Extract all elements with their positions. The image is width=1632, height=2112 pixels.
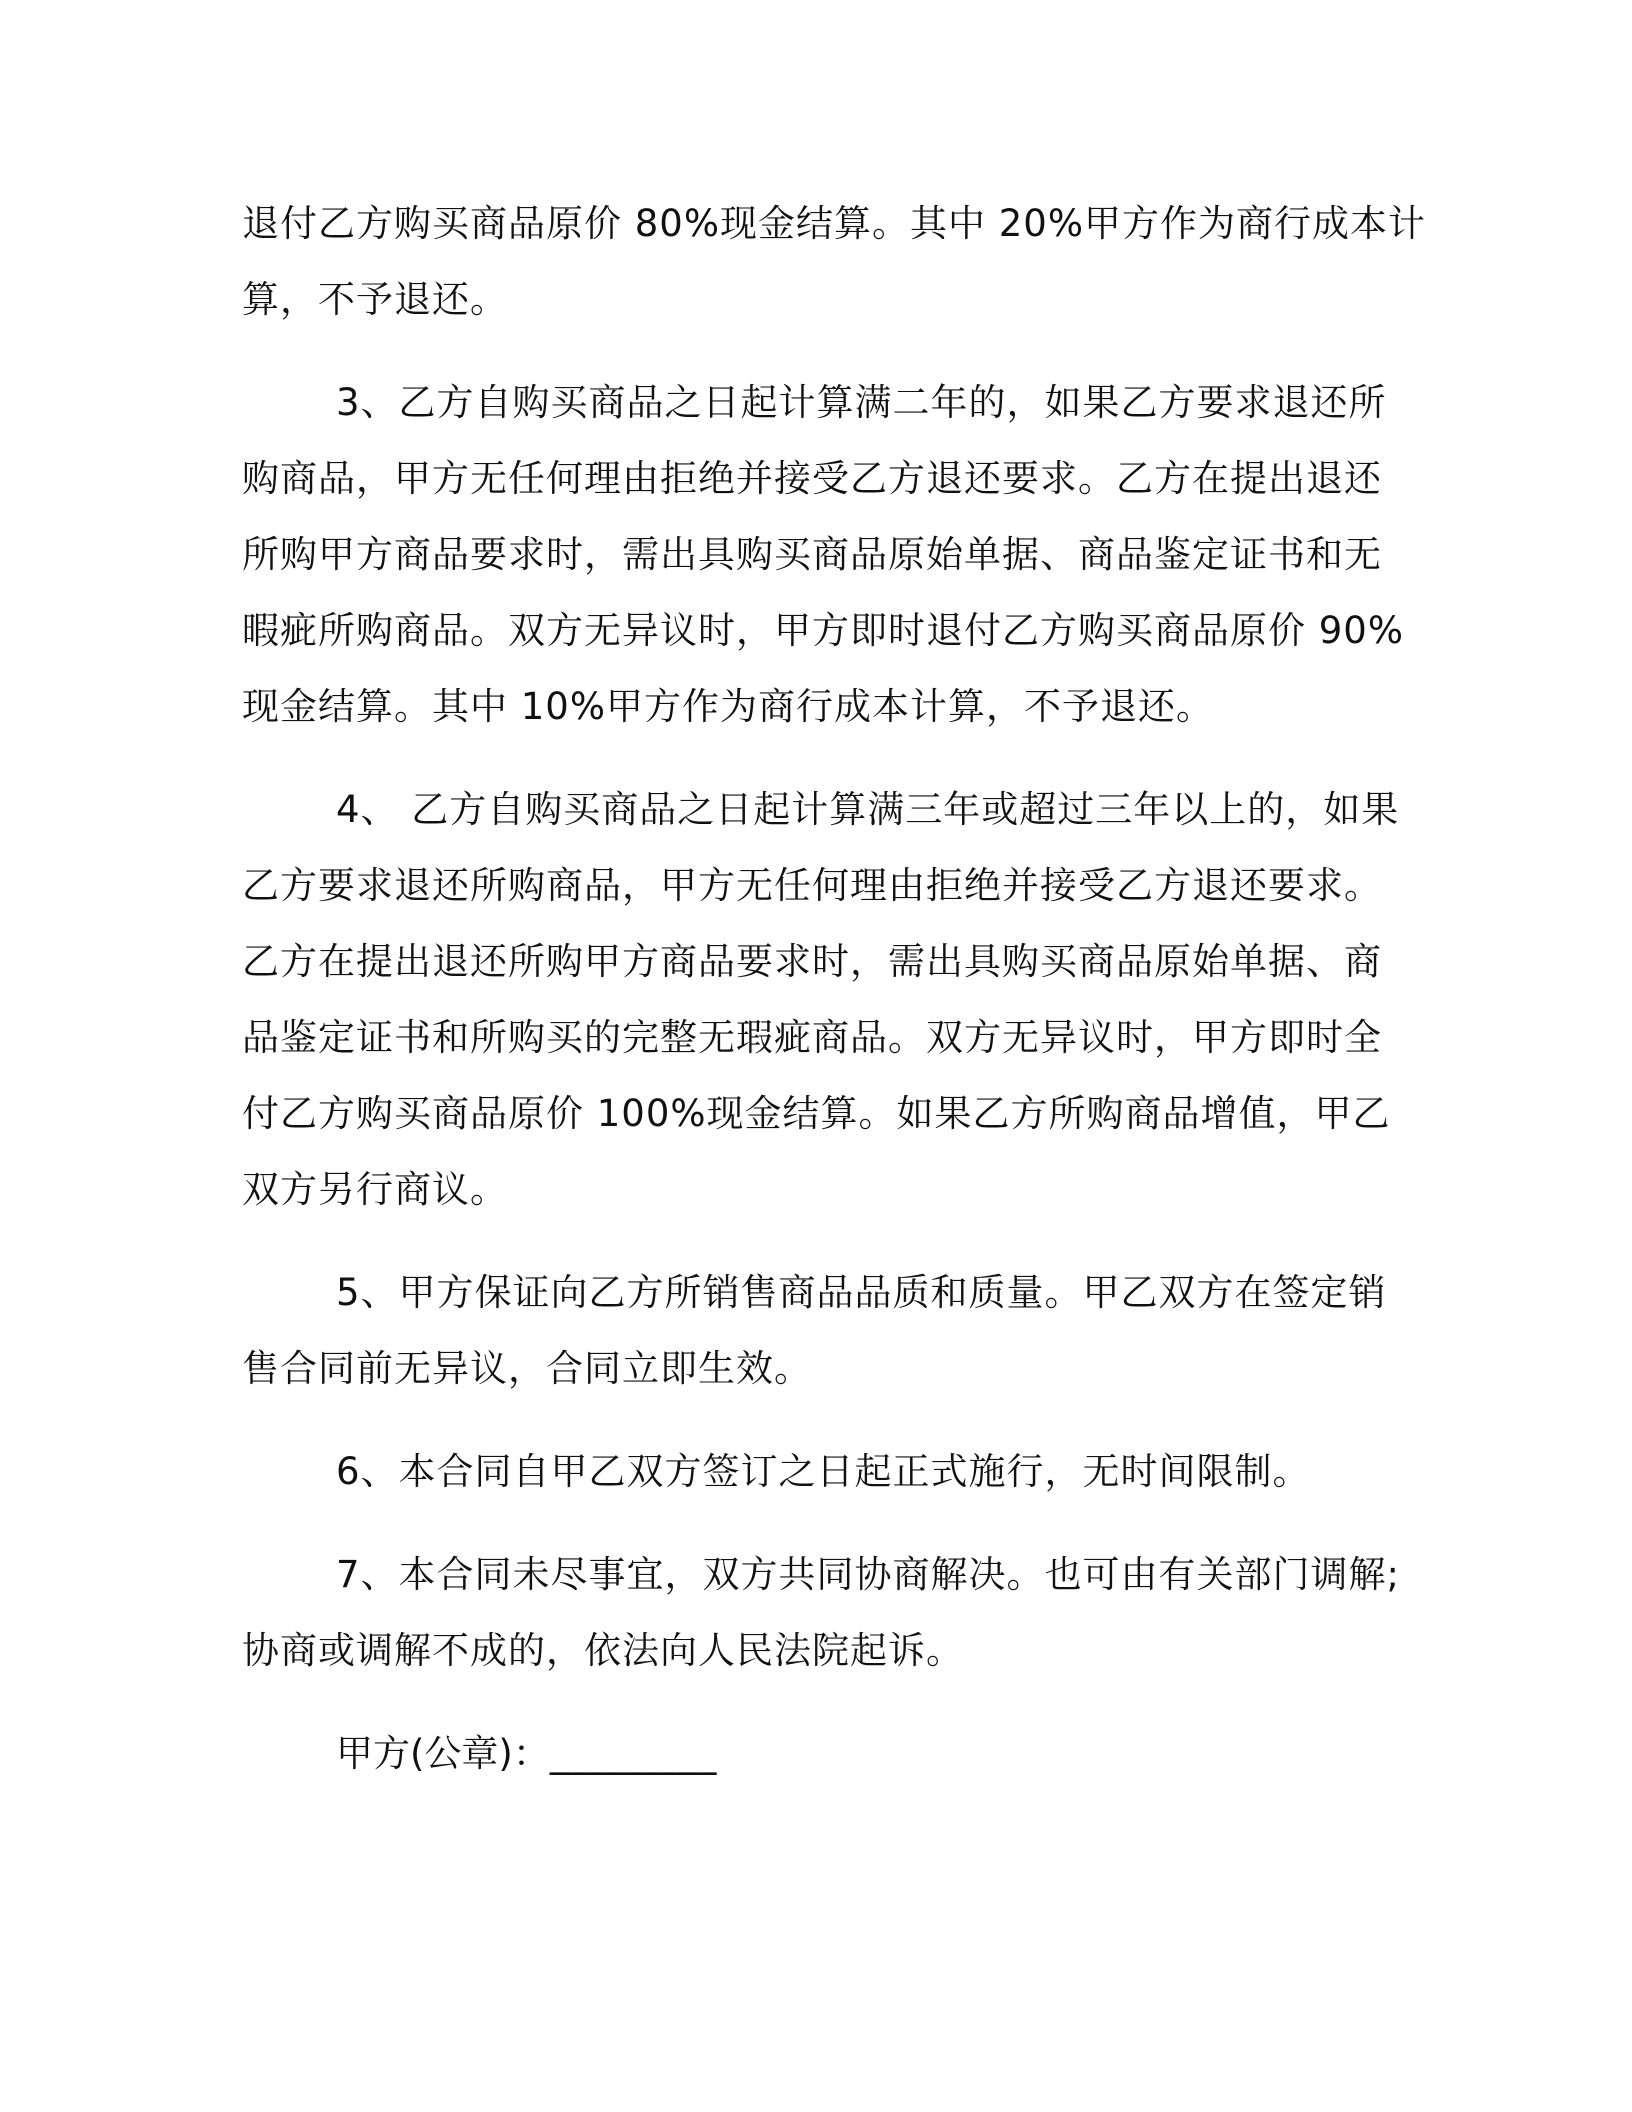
text-line: 协商或调解不成的，依法向人民法院起诉。 bbox=[242, 1629, 964, 1672]
text-line: 7、本合同未尽事宜，双方共同协商解决。也可由有关部门调解; bbox=[336, 1553, 1401, 1596]
text-line: 6、本合同自甲乙双方签订之日起正式施行，无时间限制。 bbox=[336, 1450, 1311, 1493]
text-line: 退付乙方购买商品原价 80%现金结算。其中 20%甲方作为商行成本计 bbox=[242, 202, 1426, 245]
text-line: 所购甲方商品要求时，需出具购买商品原始单据、商品鉴定证书和无 bbox=[242, 533, 1382, 576]
text-line: 付乙方购买商品原价 100%现金结算。如果乙方所购商品增值，甲乙 bbox=[242, 1092, 1391, 1135]
text-line: 乙方要求退还所购商品，甲方无任何理由拒绝并接受乙方退还要求。 bbox=[242, 864, 1382, 907]
paragraph-gap bbox=[242, 1689, 1392, 1716]
paragraph-2-continued bbox=[242, 186, 1426, 338]
paragraph-4 bbox=[242, 772, 1400, 1228]
paragraph-gap bbox=[242, 338, 1392, 365]
text-line: 双方另行商议。 bbox=[242, 1168, 508, 1211]
text-line: 4、 乙方自购买商品之日起计算满三年或超过三年以上的，如果 bbox=[336, 788, 1400, 831]
signature-label: 甲方(公章)： bbox=[336, 1732, 550, 1775]
text-line: 品鉴定证书和所购买的完整无瑕疵商品。双方无异议时，甲方即时全 bbox=[242, 1016, 1382, 1059]
document-page bbox=[242, 186, 1426, 1792]
paragraph-6 bbox=[242, 1434, 1392, 1510]
paragraph-gap bbox=[242, 1510, 1392, 1537]
paragraph-3 bbox=[242, 365, 1404, 745]
paragraph-7 bbox=[242, 1537, 1401, 1689]
paragraph-5 bbox=[242, 1255, 1392, 1407]
text-line: 算，不予退还。 bbox=[242, 278, 508, 321]
text-line: 暇疵所购商品。双方无异议时，甲方即时退付乙方购买商品原价 90% bbox=[242, 609, 1404, 652]
text-line: 售合同前无异议，合同立即生效。 bbox=[242, 1347, 812, 1390]
signature-line-party-a bbox=[242, 1716, 1392, 1792]
text-line: 现金结算。其中 10%甲方作为商行成本计算，不予退还。 bbox=[242, 685, 1214, 728]
paragraph-gap bbox=[242, 1407, 1392, 1434]
signature-blank: _________ bbox=[549, 1732, 717, 1775]
text-line: 3、乙方自购买商品之日起计算满二年的，如果乙方要求退还所 bbox=[336, 381, 1387, 424]
text-line: 购商品，甲方无任何理由拒绝并接受乙方退还要求。乙方在提出退还 bbox=[242, 457, 1382, 500]
paragraph-gap bbox=[242, 1228, 1392, 1255]
text-line: 5、甲方保证向乙方所销售商品品质和质量。甲乙双方在签定销 bbox=[336, 1271, 1387, 1314]
text-line: 乙方在提出退还所购甲方商品要求时，需出具购买商品原始单据、商 bbox=[242, 940, 1382, 983]
paragraph-gap bbox=[242, 745, 1392, 772]
